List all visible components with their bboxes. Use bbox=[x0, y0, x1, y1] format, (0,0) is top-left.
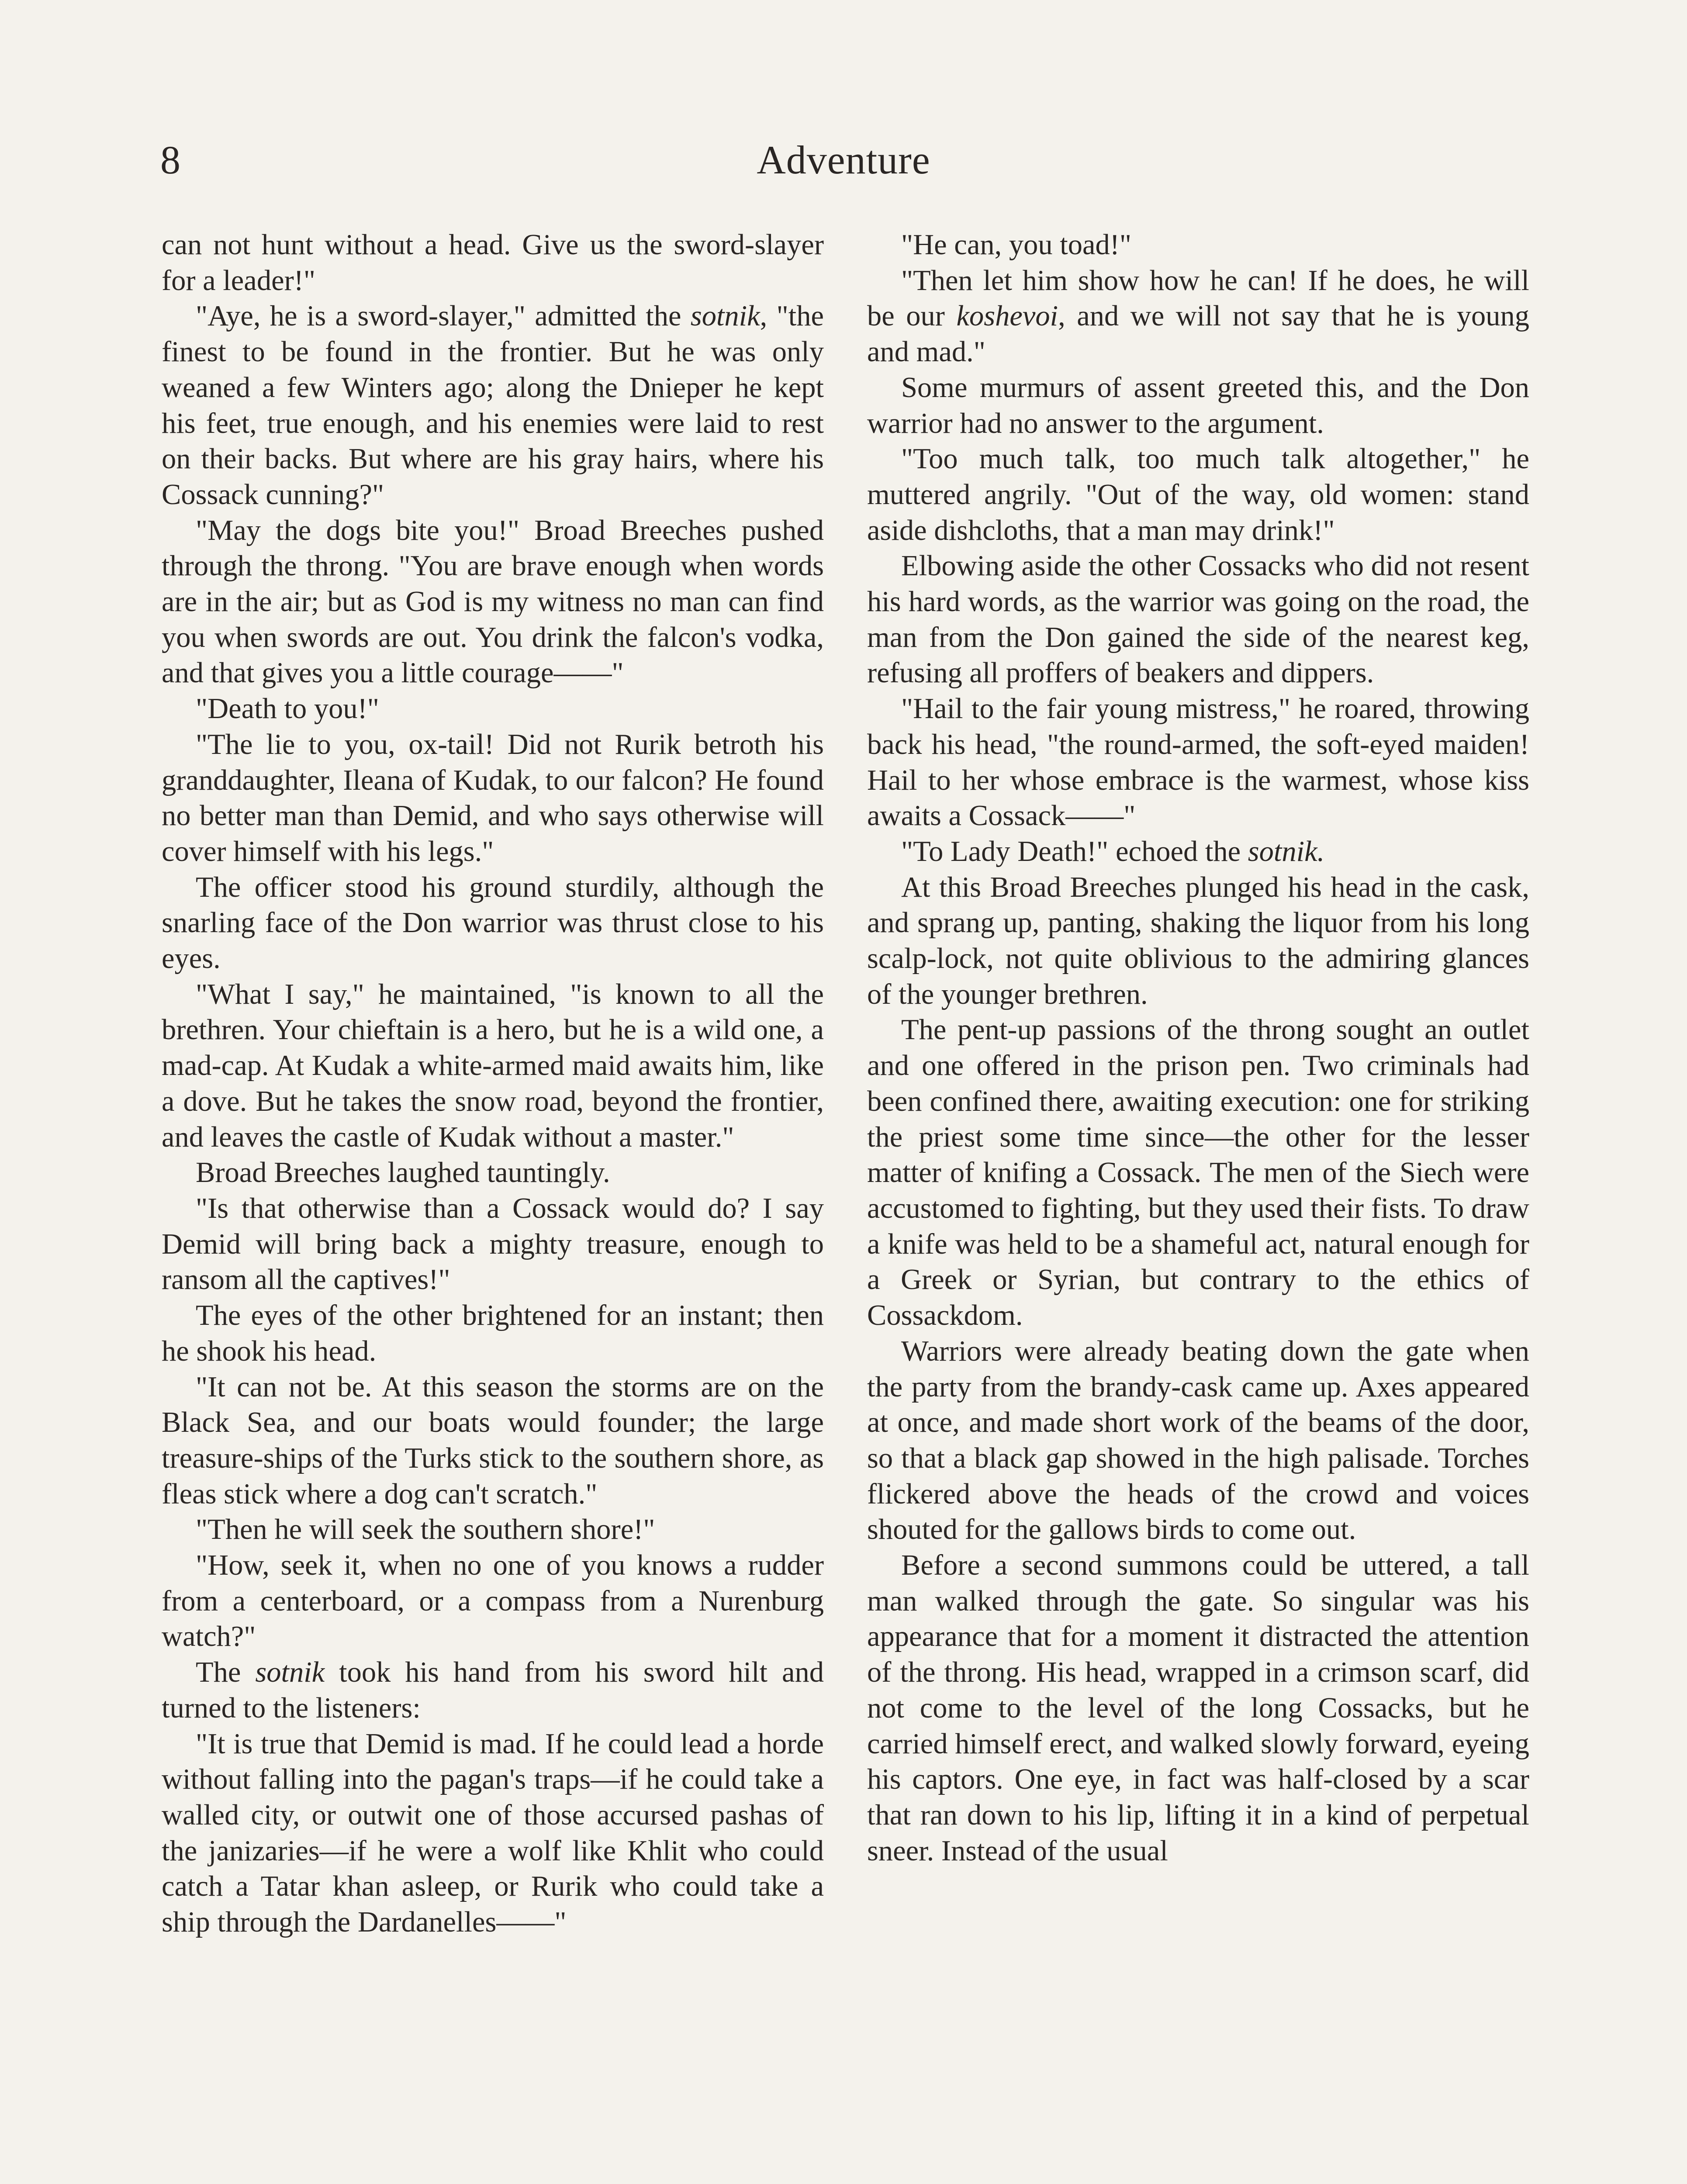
text-run: Broad Breeches laughed tauntingly. bbox=[196, 1157, 610, 1189]
text-run: The bbox=[196, 1656, 256, 1689]
paragraph bbox=[867, 870, 1529, 1013]
paragraph bbox=[867, 1334, 1529, 1548]
paragraph bbox=[867, 227, 1529, 263]
page-number: 8 bbox=[160, 138, 180, 182]
paragraph bbox=[867, 691, 1529, 834]
text-run: "Death to you!" bbox=[196, 693, 379, 725]
text-run: "How, seek it, when no one of you knows a rudder from a centerboard, or a compass from a Nurenburg watch?" bbox=[162, 1549, 824, 1653]
text-run: "Aye, he is a sword-slayer," admitted the bbox=[196, 300, 691, 332]
italic-term: sotnik. bbox=[1248, 835, 1325, 867]
text-run: "He can, you toad!" bbox=[901, 229, 1131, 261]
text-run: can not hunt without a head. Give us the sword-slayer for a leader!" bbox=[162, 229, 824, 297]
paragraph bbox=[162, 1155, 824, 1191]
italic-term: koshevoi bbox=[956, 300, 1058, 332]
paragraph bbox=[162, 1655, 824, 1726]
text-run: "Too much talk, too much talk altogether," he muttered angrily. "Out of the way, old women: stand aside dishcloths, that a man may drink!" bbox=[867, 443, 1529, 546]
paragraph bbox=[162, 1298, 824, 1369]
text-run: , "the finest to be found in the frontier. But he was only weaned a few Winters ago; along the Dnieper he kept his feet, true enough, and his enemies were laid to rest on their backs. But where are his gray hairs, where his Cossack cunning?" bbox=[162, 300, 824, 511]
paragraph bbox=[867, 1548, 1529, 1869]
paragraph bbox=[162, 513, 824, 691]
text-run: "What I say," he maintained, "is known to all the brethren. Your chieftain is a hero, but he is a wild one, a mad-cap. At Kudak a white-armed maid awaits him, like a dove. But he takes the snow road, beyond the frontier, and leaves the castle of Kudak without a master." bbox=[162, 978, 824, 1153]
paragraph bbox=[162, 1726, 824, 1940]
paragraph bbox=[162, 227, 824, 298]
italic-term: sotnik bbox=[255, 1656, 325, 1689]
paragraph bbox=[162, 1369, 824, 1512]
paragraph bbox=[867, 370, 1529, 441]
paragraph bbox=[867, 1012, 1529, 1333]
text-run: The officer stood his ground sturdily, although the snarling face of the Don warrior was thrust close to his eyes. bbox=[162, 871, 824, 975]
paragraph bbox=[162, 298, 824, 512]
paragraph bbox=[162, 977, 824, 1155]
text-run: "Hail to the fair young mistress," he roared, throwing back his head, "the round-armed, the soft-eyed maiden! Hail to her whose embrace is the warmest, whose kiss awaits a Cossack——" bbox=[867, 693, 1529, 832]
text-run: The eyes of the other brightened for an instant; then he shook his head. bbox=[162, 1299, 824, 1367]
text-run: At this Broad Breeches plunged his head in the cask, and sprang up, panting, shaking the liquor from his long scalp-lock, not quite oblivious to the admiring glances of the younger brethren. bbox=[867, 871, 1529, 1010]
paragraph bbox=[867, 263, 1529, 370]
text-run: , and we will not say that he is young and mad." bbox=[867, 300, 1529, 368]
page-title: Adventure bbox=[757, 138, 930, 182]
text-run: "The lie to you, ox-tail! Did not Rurik betroth his granddaughter, Ileana of Kudak, to our falcon? He found no better man than Demid, and who says otherwise will cover himself with his legs." bbox=[162, 728, 824, 867]
text-run: Before a second summons could be uttered, a tall man walked through the gate. So singular was his appearance that for a moment it distracted the attention of the throng. His head, wrapped in a crimson scarf, did not come to the level of the long Cossacks, but he carried himself erect, and walked slowly forward, eyeing his captors. One eye, in fact was half-closed by a scar that ran down to his lip, lifting it in a kind of perpetual sneer. Instead of the usual bbox=[867, 1549, 1529, 1867]
left-text-column bbox=[162, 227, 824, 1940]
text-run: Elbowing aside the other Cossacks who did not resent his hard words, as the warrior was going on the road, the man from the Don gained the side of the nearest keg, refusing all proffers of beakers and dippers. bbox=[867, 550, 1529, 689]
paragraph bbox=[867, 834, 1529, 870]
text-run: "Is that otherwise than a Cossack would do? I say Demid will bring back a mighty treasure, enough to ransom all the captives!" bbox=[162, 1192, 824, 1296]
text-run: "May the dogs bite you!" Broad Breeches pushed through the throng. "You are brave enough when words are in the air; but as God is my witness no man can find you when swords are out. You drink the falcon's vodka, and that gives you a little courage——" bbox=[162, 514, 824, 689]
text-run: "It is true that Demid is mad. If he could lead a horde without falling into the pagan's traps—if he could take a walled city, or outwit one of those accursed pashas of the janizaries—if he were a wolf like Khlit who could catch a Tatar khan asleep, or Rurik who could take a ship through the Dardanelles——" bbox=[162, 1728, 824, 1939]
paragraph bbox=[162, 727, 824, 870]
paragraph bbox=[867, 441, 1529, 548]
italic-term: sotnik bbox=[690, 300, 760, 332]
paragraph bbox=[162, 1191, 824, 1298]
text-run: The pent-up passions of the throng sought an outlet and one offered in the prison pen. Two criminals had been confined there, awaiting execution: one for striking the priest some time since—the other for the lesser matter of knifing a Cossack. The men of the Siech were accustomed to fighting, but they used their fists. To draw a knife was held to be a shameful act, natural enough for a Greek or Syrian, but contrary to the ethics of Cossackdom. bbox=[867, 1014, 1529, 1332]
text-run: "Then let him show how he can! If he does, he will be our bbox=[867, 264, 1529, 332]
paragraph bbox=[162, 870, 824, 977]
paragraph bbox=[867, 548, 1529, 691]
text-run: "Then he will seek the southern shore!" bbox=[196, 1514, 655, 1546]
text-run: took his hand from his sword hilt and turned to the listeners: bbox=[162, 1656, 824, 1724]
text-run: Some murmurs of assent greeted this, and the Don warrior had no answer to the argument. bbox=[867, 371, 1529, 439]
text-run: "To Lady Death!" echoed the bbox=[901, 835, 1248, 867]
right-text-column bbox=[867, 227, 1529, 1869]
text-run: Warriors were already beating down the gate when the party from the brandy-cask came up. Axes appeared at once, and made short work of the beams of the door, so that a black gap showed in the high palisade. Torches flickered above the heads of the crowd and voices shouted for the gallows birds to come out. bbox=[867, 1335, 1529, 1546]
paragraph bbox=[162, 1512, 824, 1548]
text-run: "It can not be. At this season the storms are on the Black Sea, and our boats would founder; the large treasure-ships of the Turks stick to the southern shore, as fleas stick where a dog can't scratch." bbox=[162, 1371, 824, 1510]
paragraph bbox=[162, 1548, 824, 1655]
paragraph bbox=[162, 691, 824, 727]
